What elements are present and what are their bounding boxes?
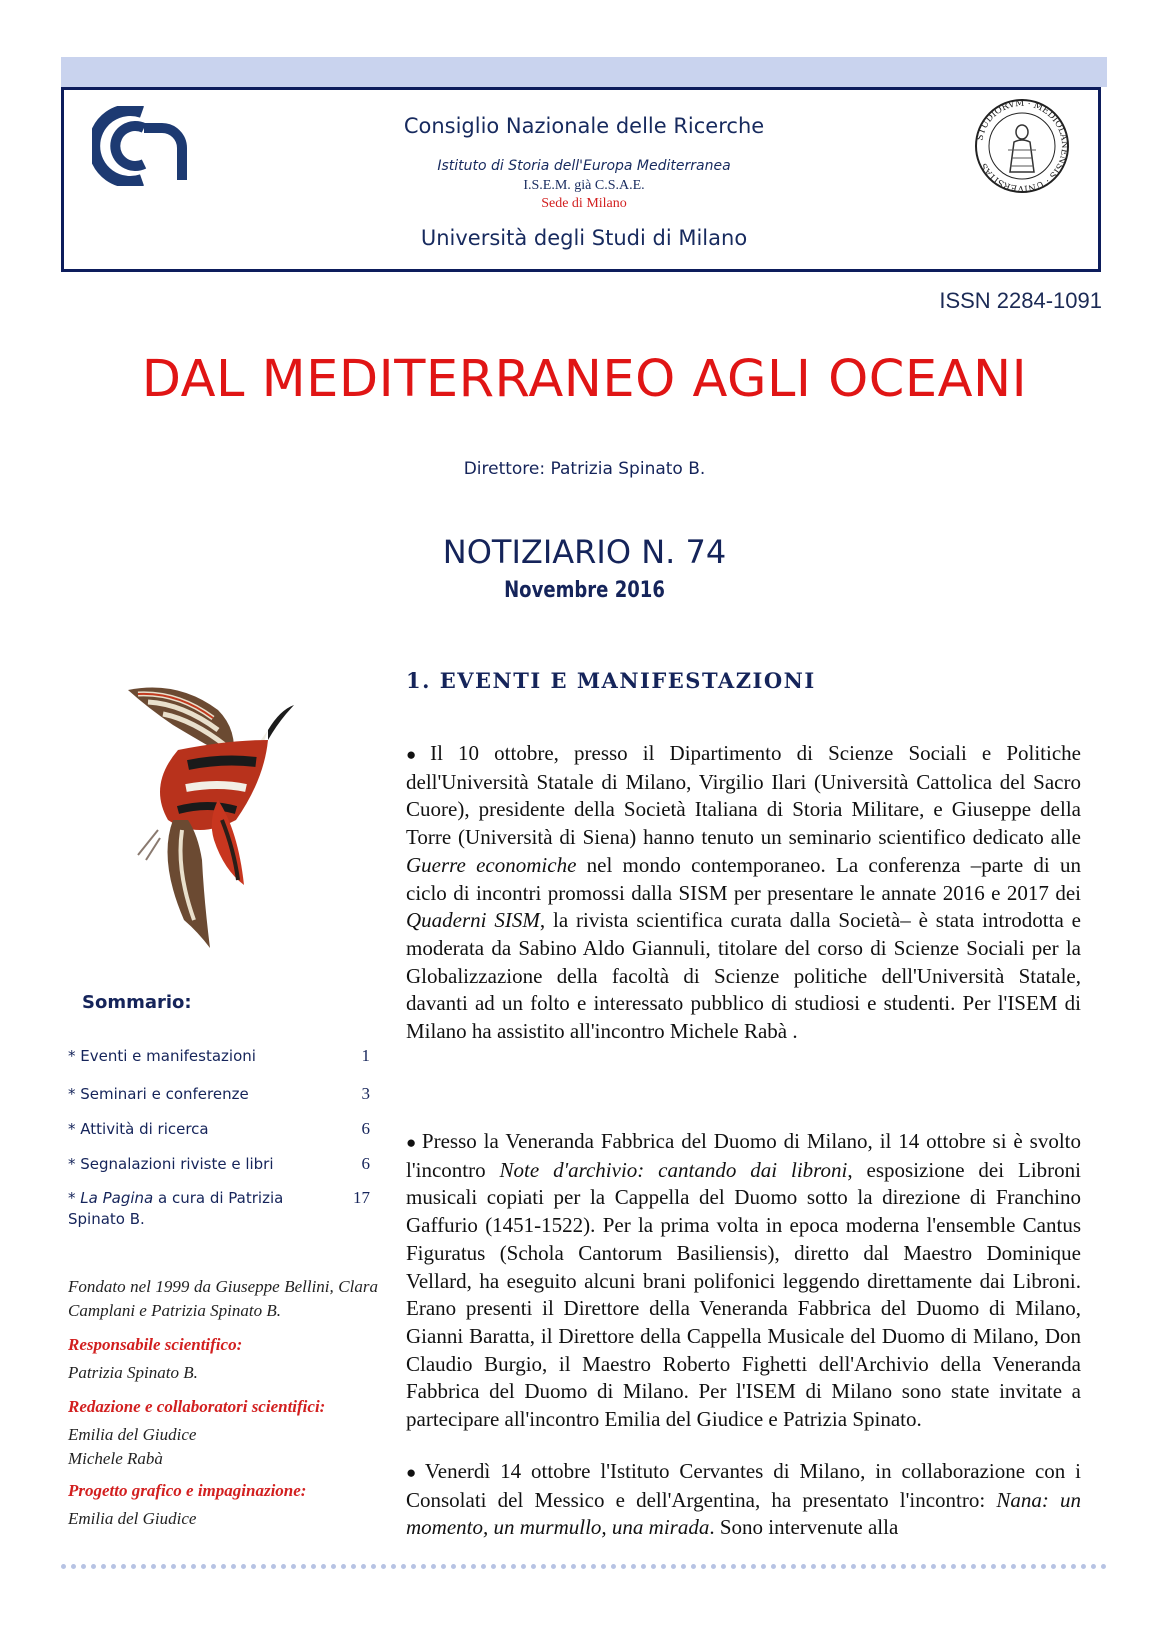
responsible-name: Patrizia Spinato B. bbox=[68, 1363, 198, 1382]
summary-title: Sommario: bbox=[82, 992, 192, 1013]
issn: ISSN 2284-1091 bbox=[939, 288, 1102, 313]
page-title: DAL MEDITERRANEO AGLI OCEANI bbox=[141, 350, 1028, 409]
institute-name: Istituto di Storia dell'Europa Mediterranea bbox=[437, 158, 731, 174]
article-paragraph: ● Venerdì 14 ottobre l'Istituto Cervantes di Milano, in collaborazione con i Consolati del Messico e dell'Argentina, ha presentato l'incontro: Nana: un momento, un murmullo, una mirada. Sono intervenute alla bbox=[406, 1459, 1081, 1540]
bullet-icon: ● bbox=[406, 1463, 421, 1482]
toc-item-label: * Segnalazioni riviste e libri bbox=[68, 1155, 274, 1173]
cnr-name: Consiglio Nazionale delle Ricerche bbox=[403, 114, 765, 138]
sede-name: Sede di Milano bbox=[541, 196, 627, 211]
toc-item-page: 17 bbox=[353, 1188, 370, 1207]
toc-item-label: * Attività di ricerca bbox=[68, 1120, 209, 1138]
svg-text:STUDIORVM · MEDIOLANENSIS · UN: STUDIORVM · MEDIOLANENSIS · UNIVERSITAS bbox=[975, 98, 1070, 194]
footer-dotted-rule bbox=[61, 1564, 1107, 1569]
toc-item-page: 3 bbox=[361, 1084, 370, 1103]
cnr-logo bbox=[92, 106, 192, 186]
header-top-strip bbox=[61, 57, 1107, 87]
toc-item-page: 1 bbox=[361, 1046, 370, 1065]
isem-name: I.S.E.M. già C.S.A.E. bbox=[523, 178, 645, 193]
toc-item-label: * La Pagina a cura di Patrizia Spinato B. bbox=[68, 1189, 284, 1228]
section-title: 1. EVENTI E MANIFESTAZIONI bbox=[406, 668, 816, 693]
bullet-icon: ● bbox=[406, 745, 427, 764]
founded-note: Fondato nel 1999 da Giuseppe Bellini, Clara Camplani e Patrizia Spinato B. bbox=[68, 1277, 378, 1320]
graphics-name: Emilia del Giudice bbox=[68, 1509, 197, 1528]
article-paragraph: ● Il 10 ottobre, presso il Dipartimento di Scienze Sociali e Politiche dell'Università Statale di Milano, Virgilio Ilari (Università Cattolica del Sacro Cuore), presidente della Società Italiana di Storia Militare, e Giuseppe della Torre (Università di Siena) hanno tenuto un seminario scientifico dedicato alle Guerre economiche nel mondo contemporaneo. La conferenza –parte di un ciclo di incontri promossi dalla SISM per presentare le annate 2016 e 2017 dei Quaderni SISM, la rivista scientifica curata dalla Società– è stata introdotta e moderata da Sabino Aldo Giannuli, titolare del corso di Scienze Sociali per la Globalizzazione della facoltà di Scienze politiche dell'Università Statale, davanti ad un folto e interessato pubblico di studiosi e studenti. Per l'ISEM di Milano ha assistito all'incontro Michele Rabà . bbox=[406, 741, 1081, 1044]
university-seal bbox=[974, 98, 1070, 194]
bird-illustration bbox=[118, 670, 308, 950]
toc-item-page: 6 bbox=[361, 1119, 370, 1138]
credits bbox=[68, 1275, 378, 1531]
bullet-icon: ● bbox=[406, 1133, 418, 1152]
toc-item-page: 6 bbox=[361, 1154, 370, 1173]
responsible-label: Responsabile scientifico: bbox=[68, 1335, 243, 1354]
graphics-label: Progetto grafico e impaginazione: bbox=[68, 1481, 307, 1500]
university-name: Università degli Studi di Milano bbox=[420, 226, 748, 250]
toc-item-label: * Eventi e manifestazioni bbox=[68, 1047, 256, 1065]
institutional-header bbox=[61, 87, 1101, 272]
toc-item-label: * Seminari e conferenze bbox=[68, 1085, 249, 1103]
editorial-name: Michele Rabà bbox=[68, 1449, 163, 1468]
editorial-label: Redazione e collaboratori scientifici: bbox=[68, 1397, 326, 1416]
issue-date: Novembre 2016 bbox=[504, 578, 665, 603]
director-line: Direttore: Patrizia Spinato B. bbox=[463, 459, 706, 479]
editorial-name: Emilia del Giudice bbox=[68, 1425, 197, 1444]
issue-number: NOTIZIARIO N. 74 bbox=[442, 533, 727, 571]
article-paragraph: ● Presso la Veneranda Fabbrica del Duomo di Milano, il 14 ottobre si è svolto l'incontro Note d'archivio: cantando dai libroni, esposizione dei Libroni musicali copiati per la Cappella del Duomo sotto la direzione di Franchino Gaffurio (1451-1522). Per la prima volta in epoca moderna l'ensemble Cantus Figuratus (Schola Cantorum Basiliensis), diretto dal Maestro Dominique Vellard, ha eseguito alcuni brani polifonici leggendo direttamente dai Libroni. Erano presenti il Direttore della Veneranda Fabbrica del Duomo di Milano, Gianni Baratta, il Direttore della Cappella Musicale del Duomo di Milano, Don Claudio Burgio, il Maestro Roberto Fighetti dell'Archivio della Veneranda Fabbrica del Duomo di Milano. Per l'ISEM di Milano sono state invitate a partecipare all'incontro Emilia del Giudice e Patrizia Spinato. bbox=[406, 1129, 1081, 1432]
